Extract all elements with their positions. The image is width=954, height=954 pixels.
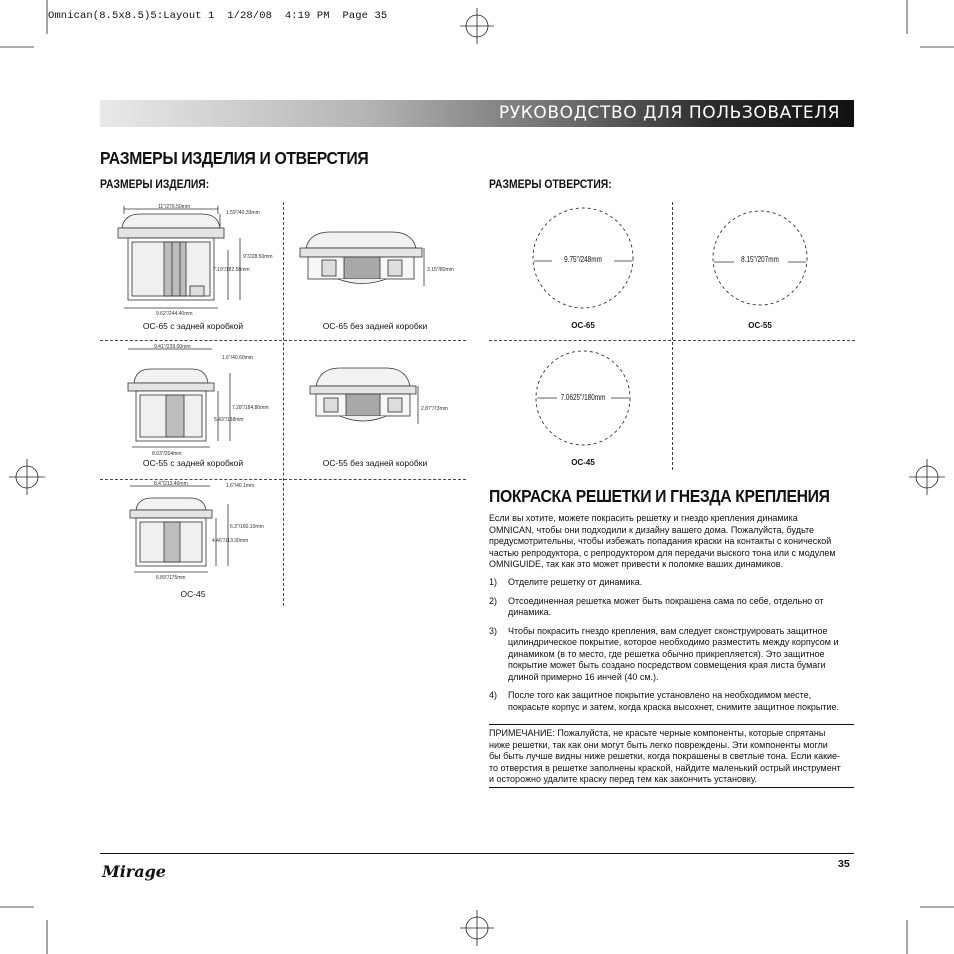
step-line: Чтобы покрасить гнездо крепления, вам следует сконструировать защитное: [508, 625, 828, 636]
step-item: [489, 690, 859, 713]
oc45-cutout-caption: OC-45: [571, 458, 595, 467]
oc45-dim-base: 6.89"/175mm: [156, 575, 186, 581]
oc65-cutout-label: 9.75"/248mm: [564, 254, 602, 264]
oc45-dim-height: 6.3"/160.10mm: [230, 524, 264, 530]
oc55-dim-grille: 1.6"/40.60mm: [222, 355, 253, 361]
note-bottom-rule: [489, 787, 854, 788]
oc65-dim-box: 7.19"/182.58mm: [213, 267, 250, 273]
cutout-divider-row: [489, 340, 855, 341]
note-line: ниже решетки, так как они могут быть легко повреждены. Эти компоненты могли: [489, 739, 828, 750]
intro-line: Если вы хотите, можете покрасить решетку и гнездо крепления динамика: [489, 513, 798, 523]
step-line: динамика.: [508, 607, 552, 617]
oc55-nobox-caption: OC-55 без задней коробки: [322, 458, 428, 468]
step-number: 1): [489, 577, 498, 587]
step-item: [489, 626, 859, 684]
note-line: то отверстия в решетке заполнены краской, найдите маленький острый инструмент: [489, 762, 841, 773]
oc45-dim-box: 4.46"/113.30mm: [212, 538, 249, 544]
product-dims-heading: РАЗМЕРЫ ИЗДЕЛИЯ:: [100, 179, 210, 191]
header-banner: [100, 100, 854, 127]
oc65-backbox-drawing: [110, 200, 280, 320]
step-number: 4): [489, 690, 498, 700]
note-line: ПРИМЕЧАНИЕ: Пожалуйста, не красьте черные компоненты, которые спрятаны: [489, 728, 826, 738]
oc65-nobox-caption: OC-65 без задней коробки: [322, 321, 428, 331]
page-number: 35: [838, 858, 850, 870]
oc65-dim-width: 11"/279.50mm: [158, 204, 190, 210]
oc55-dim-width: 9.41"/239.00mm: [154, 344, 191, 350]
step-line: длиной примерно 16 инчей (40 см.).: [508, 671, 659, 682]
oc55-nobox-drawing: [300, 360, 460, 440]
cutout-divider-vertical: [672, 202, 673, 470]
logo-text: Mirage: [102, 862, 166, 881]
step-line: динамиком (в то место, где решетка обычно прикрепляется). Это защитное: [508, 648, 825, 659]
oc65-dim-grille: 1.59"/40.33mm: [226, 210, 260, 216]
print-slug: Omnican(8.5x8.5)5:Layout 1 1/28/08 4:19 PM Page 35: [48, 10, 388, 22]
painting-steps: [489, 577, 859, 720]
note-line: и осторожно удалите краску перед тем как закончить установку.: [489, 774, 757, 784]
intro-line: OMNIGUIDE, так как это может привести к поломке ваших динамиков.: [489, 559, 784, 569]
oc65-nobox-drawing: [292, 222, 462, 312]
oc65-dim-base: 9.62"/244.40mm: [156, 311, 193, 317]
step-line: Отделите решетку от динамика.: [508, 577, 643, 587]
oc45-drawing: [112, 480, 282, 585]
grid-divider-row1: [100, 340, 466, 341]
step-line: цилиндрическое покрытие, которое необходимо разместить между корпусом и: [508, 637, 839, 647]
section-title: РАЗМЕРЫ ИЗДЕЛИЯ И ОТВЕРСТИЯ: [100, 148, 369, 168]
oc45-caption: OC-45: [180, 589, 206, 599]
step-number: 3): [489, 625, 498, 636]
cutout-dims-heading: РАЗМЕРЫ ОТВЕРСТИЯ:: [489, 179, 612, 191]
oc55-dim-box: 5.43"/138mm: [214, 417, 244, 423]
intro-line: предусмотрительны, чтобы избежать попадания краски на контакты с конической: [489, 536, 832, 546]
oc55-nobox-dim: 2.87"/73mm: [421, 406, 448, 412]
mirage-logo: [100, 860, 180, 882]
step-item: [489, 577, 859, 589]
oc45-cutout-label: 7.0625"/180mm: [560, 392, 606, 402]
oc45-dim-grille: 1.6"/40.1mm: [226, 483, 255, 489]
oc55-dim-base: 8.03"/204mm: [152, 451, 182, 457]
note-top-rule: [489, 724, 854, 725]
oc55-cutout-label: 8.15"/207mm: [741, 254, 779, 264]
note-line: бы быть лучше видны ниже решетки, когда покрашены в светлые тона. Если какие-: [489, 751, 841, 761]
banner-title: РУКОВОДСТВО ДЛЯ ПОЛЬЗОВАТЕЛЯ: [498, 103, 840, 123]
painting-title: ПОКРАСКА РЕШЕТКИ И ГНЕЗДА КРЕПЛЕНИЯ: [489, 486, 830, 506]
step-item: [489, 596, 859, 619]
step-line: После того как защитное покрытие установлено на необходимом месте,: [508, 690, 812, 700]
oc65-backbox-caption: OC-65 с задней коробкой: [142, 321, 244, 331]
oc45-dim-width: 8.4"/213.40mm: [154, 481, 188, 487]
step-line: покрытие может быть создано посредством совмещения края листа бумаги: [508, 660, 826, 670]
footer-rule: [100, 853, 854, 854]
oc65-cutout-caption: OC-65: [571, 321, 595, 330]
oc55-dim-height: 7.28"/184.80mm: [232, 405, 269, 411]
step-line: Отсоединенная решетка может быть покрашена сама по себе, отдельно от: [508, 595, 824, 606]
oc65-dim-height: 9"/228.50mm: [243, 254, 273, 260]
painting-intro: [489, 513, 859, 571]
oc65-nobox-dim: 3.15"/80mm: [427, 267, 454, 273]
grid-divider-vertical: [283, 202, 284, 606]
oc55-cutout-caption: OC-55: [748, 321, 772, 330]
step-number: 2): [489, 595, 498, 606]
intro-line: частью репродуктора, с репродуктором для передачи выского тона или с модулем: [489, 547, 836, 558]
oc55-backbox-caption: OC-55 с задней коробкой: [142, 458, 244, 468]
oc55-backbox-drawing: [110, 343, 280, 458]
painting-note: [489, 728, 859, 786]
intro-line: OMNICAN, чтобы они подходили к дизайну вашего дома. Пожалуйста, будьте: [489, 524, 814, 535]
step-line: покрасьте корпус и затем, когда краска высохнет, снимите защитное покрытие.: [508, 701, 840, 712]
